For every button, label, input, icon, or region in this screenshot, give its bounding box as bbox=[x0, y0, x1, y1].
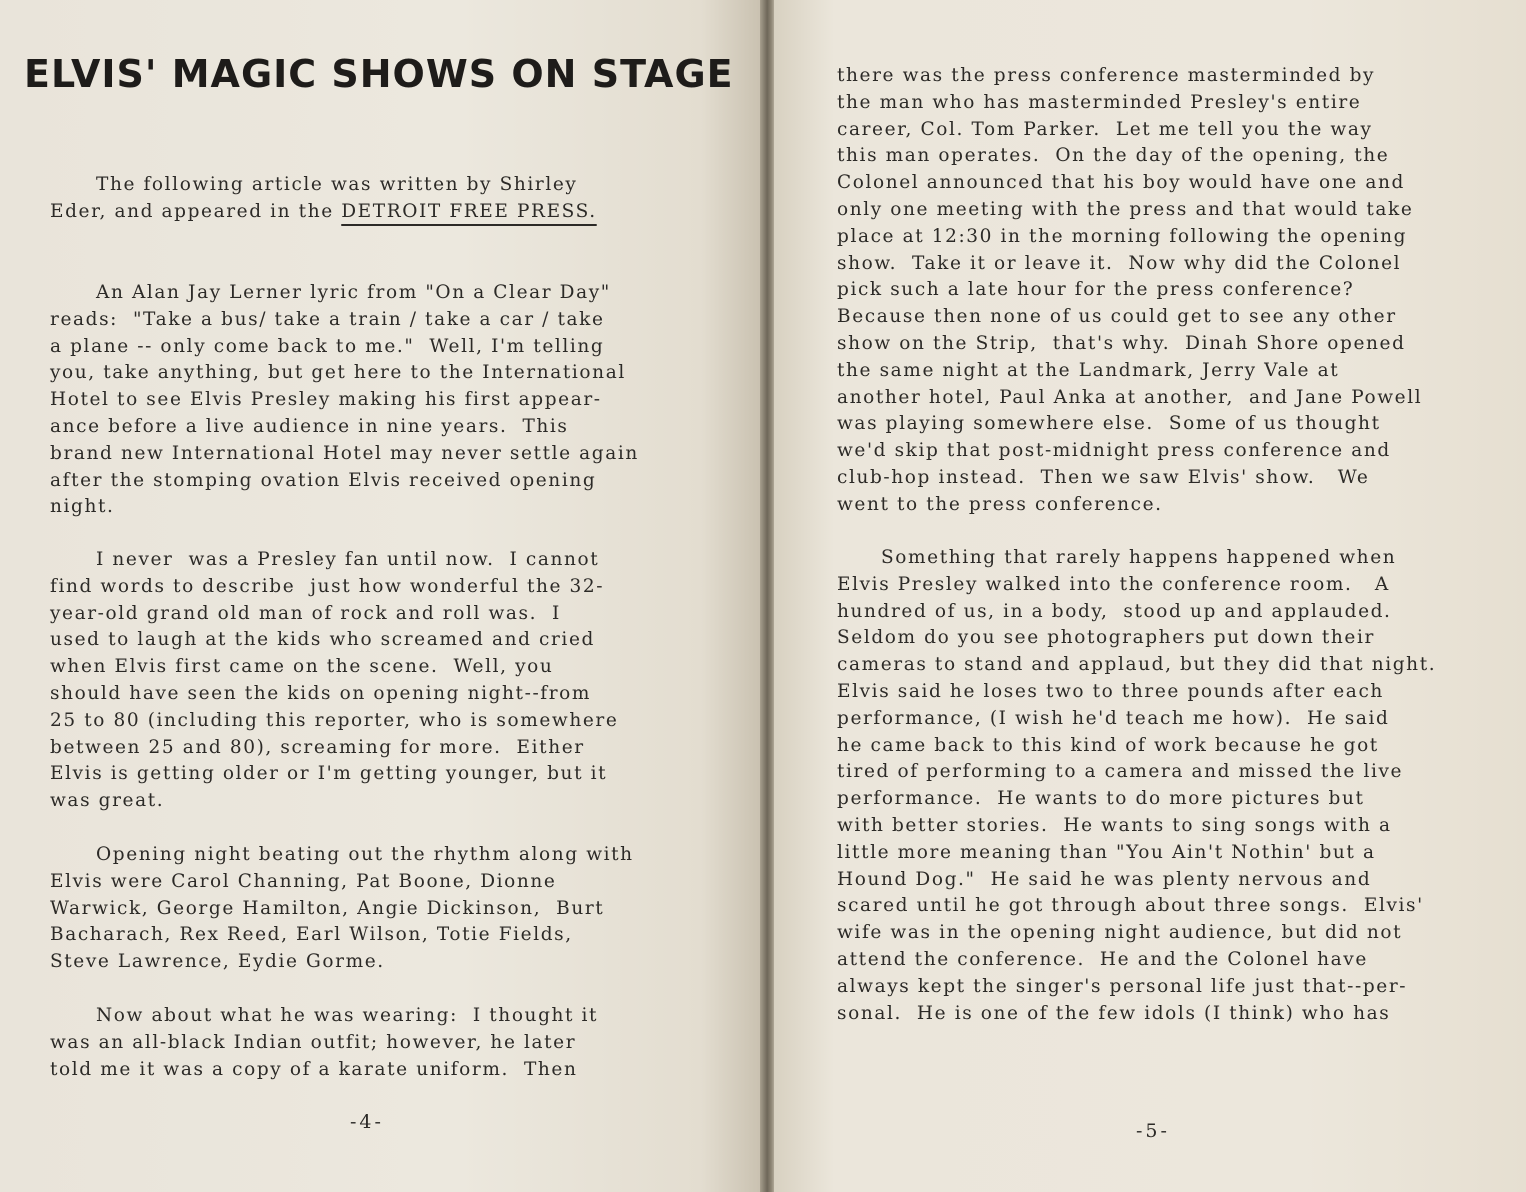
text-line: I never was a Presley fan until now. I cannot bbox=[96, 549, 600, 570]
text-line: performance, (I wish he'd teach me how). He said bbox=[837, 707, 1390, 729]
text-line: night. bbox=[50, 496, 115, 518]
text-line: went to the press conference. bbox=[837, 493, 1163, 515]
text-line: pick such a late hour for the press conference? bbox=[837, 279, 1355, 301]
text-line: find words to describe just how wonderful the 32- bbox=[50, 575, 605, 597]
source-publication: DETROIT FREE PRESS. bbox=[341, 200, 597, 222]
text-line: An Alan Jay Lerner lyric from "On a Clear Day" bbox=[96, 282, 611, 303]
text-line: a plane -- only come back to me." Well, I'm telling bbox=[50, 335, 605, 357]
text-line: Now about what he was wearing: I thought it bbox=[96, 1005, 599, 1026]
text-line: Hound Dog." He said he was plenty nervous and bbox=[837, 868, 1372, 890]
right-page bbox=[774, 0, 1526, 1192]
text-line: year-old grand old man of rock and roll was. I bbox=[50, 602, 561, 624]
text-line: ance before a live audience in nine years. This bbox=[50, 415, 569, 437]
text-line: Seldom do you see photographers put down their bbox=[837, 627, 1375, 649]
paragraph-lerner-lyric bbox=[50, 280, 639, 521]
text-line: scared until he got through about three songs. Elvis' bbox=[837, 895, 1424, 917]
text-line: place at 12:30 in the morning following the opening bbox=[837, 225, 1408, 247]
text-line: this man operates. On the day of the opening, the bbox=[837, 145, 1390, 167]
page-number-left: -4- bbox=[350, 1111, 384, 1133]
text-line: we'd skip that post-midnight press conference and bbox=[837, 440, 1391, 462]
text-line: between 25 and 80), screaming for more. Either bbox=[50, 736, 585, 758]
text-line: wife was in the opening night audience, but did not bbox=[837, 922, 1403, 944]
text-line: Opening night beating out the rhythm along with bbox=[96, 844, 634, 865]
text-line: attend the conference. He and the Colonel have bbox=[837, 948, 1368, 970]
paragraph-conference-room bbox=[837, 545, 1436, 1027]
text-line: another hotel, Paul Anka at another, and Jane Powell bbox=[837, 386, 1423, 408]
text-line: when Elvis first came on the scene. Well, you bbox=[50, 656, 554, 678]
text-line: after the stomping ovation Elvis received opening bbox=[50, 469, 597, 491]
article-headline: ELVIS' MAGIC SHOWS ON STAGE bbox=[24, 52, 734, 96]
text-line: cameras to stand and applaud, but they did that night. bbox=[837, 654, 1437, 676]
text-line: Steve Lawrence, Eydie Gorme. bbox=[50, 951, 385, 973]
text-line: Elvis were Carol Channing, Pat Boone, Dionne bbox=[50, 870, 557, 892]
text-line: tired of performing to a camera and missed the live bbox=[837, 761, 1404, 783]
text-line: Warwick, George Hamilton, Angie Dickinson, Burt bbox=[50, 897, 605, 919]
text-line: Something that rarely happens happened when bbox=[881, 547, 1397, 568]
text-line: hundred of us, in a body, stood up and applauded. bbox=[837, 600, 1392, 622]
paragraph-presley-fan bbox=[50, 547, 618, 815]
text-line: should have seen the kids on opening night--from bbox=[50, 682, 592, 704]
text-line: Hotel to see Elvis Presley making his first appear- bbox=[50, 389, 602, 411]
left-page bbox=[0, 0, 762, 1192]
text-line: the man who has masterminded Presley's entire bbox=[837, 91, 1362, 113]
text-line: Elvis is getting older or I'm getting younger, but it bbox=[50, 763, 608, 785]
text-line: only one meeting with the press and that would take bbox=[837, 198, 1414, 220]
text-line: reads: "Take a bus/ take a train / take a car / take bbox=[50, 308, 605, 330]
text-line: performance. He wants to do more pictures but bbox=[837, 788, 1365, 810]
paragraph-opening-night-guests bbox=[50, 842, 634, 976]
text-line: career, Col. Tom Parker. Let me tell you the way bbox=[837, 118, 1373, 140]
text-line: used to laugh at the kids who screamed and cried bbox=[50, 629, 595, 651]
text-line: show on the Strip, that's why. Dinah Shore opened bbox=[837, 332, 1406, 354]
text-line: you, take anything, but get here to the International bbox=[50, 362, 626, 384]
intro-line-2-prefix: Eder, and appeared in the bbox=[50, 200, 342, 222]
text-line: 25 to 80 (including this reporter, who is somewhere bbox=[50, 709, 619, 731]
text-line: club-hop instead. Then we saw Elvis' show. We bbox=[837, 466, 1370, 488]
intro-line-1: The following article was written by Shirley bbox=[96, 174, 578, 195]
intro-line-2 bbox=[50, 199, 597, 226]
text-line: was great. bbox=[50, 790, 165, 812]
text-line: there was the press conference masterminded by bbox=[837, 65, 1376, 86]
text-line: sonal. He is one of the few idols (I think) who has bbox=[837, 1002, 1391, 1024]
text-line: with better stories. He wants to sing songs with a bbox=[837, 814, 1392, 836]
text-line: always kept the singer's personal life just that--per- bbox=[837, 975, 1408, 997]
text-line: brand new International Hotel may never settle again bbox=[50, 442, 639, 464]
text-line: Bacharach, Rex Reed, Earl Wilson, Totie Fields, bbox=[50, 924, 573, 946]
text-line: he came back to this kind of work because he got bbox=[837, 734, 1379, 756]
text-line: Because then none of us could get to see any other bbox=[837, 306, 1397, 328]
text-line: Elvis Presley walked into the conference room. A bbox=[837, 573, 1390, 595]
page-number-right: -5- bbox=[1136, 1120, 1170, 1142]
text-line: Colonel announced that his boy would have one and bbox=[837, 172, 1405, 194]
paragraph-press-conference bbox=[837, 63, 1422, 519]
text-line: told me it was a copy of a karate uniform. Then bbox=[50, 1058, 578, 1080]
intro-paragraph bbox=[50, 172, 597, 226]
text-line: show. Take it or leave it. Now why did the Colonel bbox=[837, 252, 1402, 274]
text-line: little more meaning than "You Ain't Nothin' but a bbox=[837, 841, 1376, 863]
text-line: the same night at the Landmark, Jerry Vale at bbox=[837, 359, 1340, 381]
text-line: Elvis said he loses two to three pounds after each bbox=[837, 680, 1384, 702]
text-line: was playing somewhere else. Some of us thought bbox=[837, 413, 1381, 435]
text-line: was an all-black Indian outfit; however, he later bbox=[50, 1031, 577, 1053]
paragraph-wardrobe bbox=[50, 1003, 598, 1083]
